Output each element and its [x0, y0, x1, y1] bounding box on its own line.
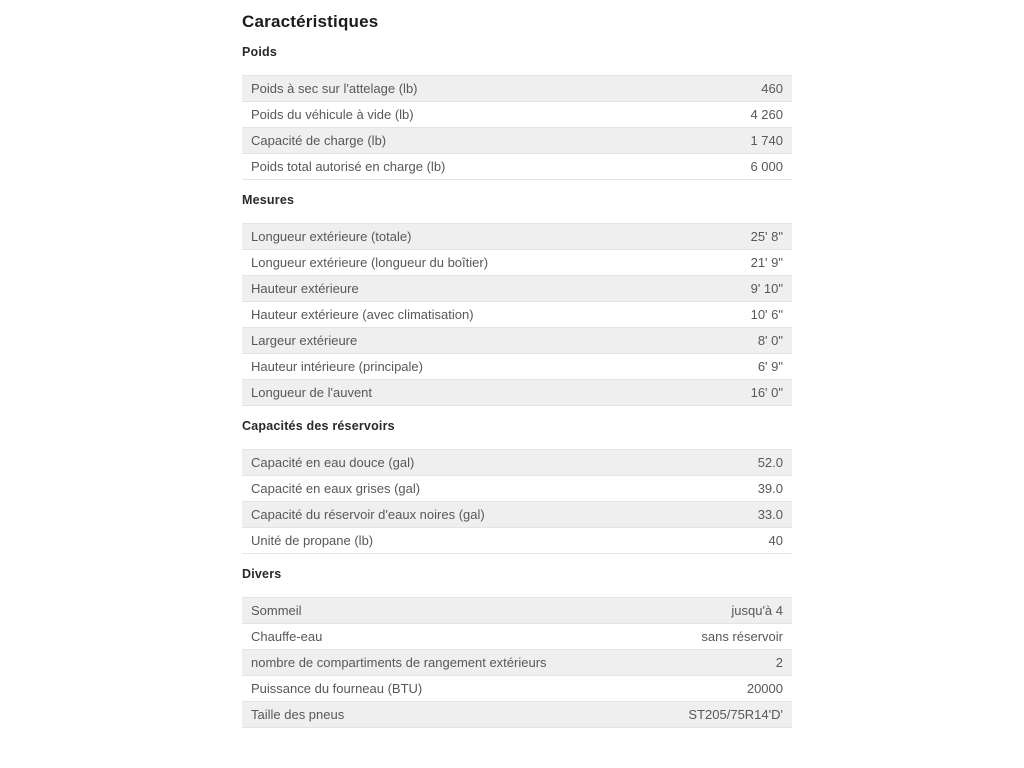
spec-row: [242, 353, 792, 379]
spec-row: [242, 475, 792, 501]
spec-row: [242, 501, 792, 527]
spec-label: Capacité en eau douce (gal): [251, 455, 415, 470]
sections-container: [242, 45, 792, 728]
spec-label: Longueur extérieure (totale): [251, 229, 412, 244]
spec-label: Hauteur extérieure: [251, 281, 359, 296]
page-title: Caractéristiques: [242, 12, 379, 31]
spec-value: 9' 10": [750, 281, 783, 296]
spec-label: Sommeil: [251, 603, 302, 618]
spec-value: 20000: [746, 681, 783, 696]
spec-label: Longueur extérieure (longueur du boîtier): [251, 255, 489, 270]
spec-label: Puissance du fourneau (BTU): [251, 681, 423, 696]
spec-row: [242, 249, 792, 275]
spec-value: 25' 8": [750, 229, 783, 244]
spec-value: 33.0: [757, 507, 783, 522]
spec-value: 40: [768, 533, 783, 548]
spec-value: 52.0: [757, 455, 783, 470]
spec-value: 10' 6": [750, 307, 783, 322]
section-heading: Mesures: [242, 193, 295, 207]
spec-row: [242, 597, 792, 623]
spec-value: 21' 9": [750, 255, 783, 270]
spec-row: [242, 101, 792, 127]
spec-label: Unité de propane (lb): [251, 533, 374, 548]
spec-label: Hauteur intérieure (principale): [251, 359, 423, 374]
spec-row: [242, 675, 792, 701]
specifications-page: [242, 12, 792, 728]
spec-value: 460: [761, 81, 783, 96]
spec-value: ST205/75R14'D': [688, 707, 783, 722]
spec-row: [242, 649, 792, 675]
spec-label: Largeur extérieure: [251, 333, 358, 348]
spec-label: nombre de compartiments de rangement extérieurs: [251, 655, 547, 670]
spec-row: [242, 527, 792, 553]
spec-row: [242, 223, 792, 249]
spec-section: [242, 193, 792, 406]
spec-label: Capacité en eaux grises (gal): [251, 481, 421, 496]
spec-label: Chauffe-eau: [251, 629, 323, 644]
spec-row: [242, 623, 792, 649]
spec-section: [242, 419, 792, 554]
spec-row: [242, 301, 792, 327]
spec-table: [242, 449, 792, 554]
spec-value: sans réservoir: [701, 629, 783, 644]
spec-table: [242, 223, 792, 406]
spec-section: [242, 567, 792, 728]
spec-label: Hauteur extérieure (avec climatisation): [251, 307, 474, 322]
spec-value: 4 260: [750, 107, 783, 122]
section-heading: Divers: [242, 567, 282, 581]
spec-row: [242, 127, 792, 153]
spec-row: [242, 701, 792, 727]
section-heading: Poids: [242, 45, 278, 59]
spec-label: Poids du véhicule à vide (lb): [251, 107, 414, 122]
spec-row: [242, 75, 792, 101]
spec-value: 6' 9": [757, 359, 783, 374]
spec-section: [242, 45, 792, 180]
spec-label: Capacité du réservoir d'eaux noires (gal): [251, 507, 485, 522]
spec-label: Capacité de charge (lb): [251, 133, 387, 148]
spec-row: [242, 153, 792, 179]
section-heading: Capacités des réservoirs: [242, 419, 395, 433]
spec-row: [242, 327, 792, 353]
spec-value: 8' 0": [757, 333, 783, 348]
spec-row: [242, 449, 792, 475]
spec-value: 1 740: [750, 133, 783, 148]
spec-value: 6 000: [750, 159, 783, 174]
spec-label: Taille des pneus: [251, 707, 345, 722]
spec-row: [242, 379, 792, 405]
spec-label: Poids à sec sur l'attelage (lb): [251, 81, 418, 96]
spec-value: 2: [775, 655, 783, 670]
spec-row: [242, 275, 792, 301]
spec-value: jusqu'à 4: [731, 603, 783, 618]
spec-value: 39.0: [757, 481, 783, 496]
spec-table: [242, 597, 792, 728]
spec-label: Longueur de l'auvent: [251, 385, 373, 400]
spec-value: 16' 0": [750, 385, 783, 400]
spec-label: Poids total autorisé en charge (lb): [251, 159, 446, 174]
spec-table: [242, 75, 792, 180]
